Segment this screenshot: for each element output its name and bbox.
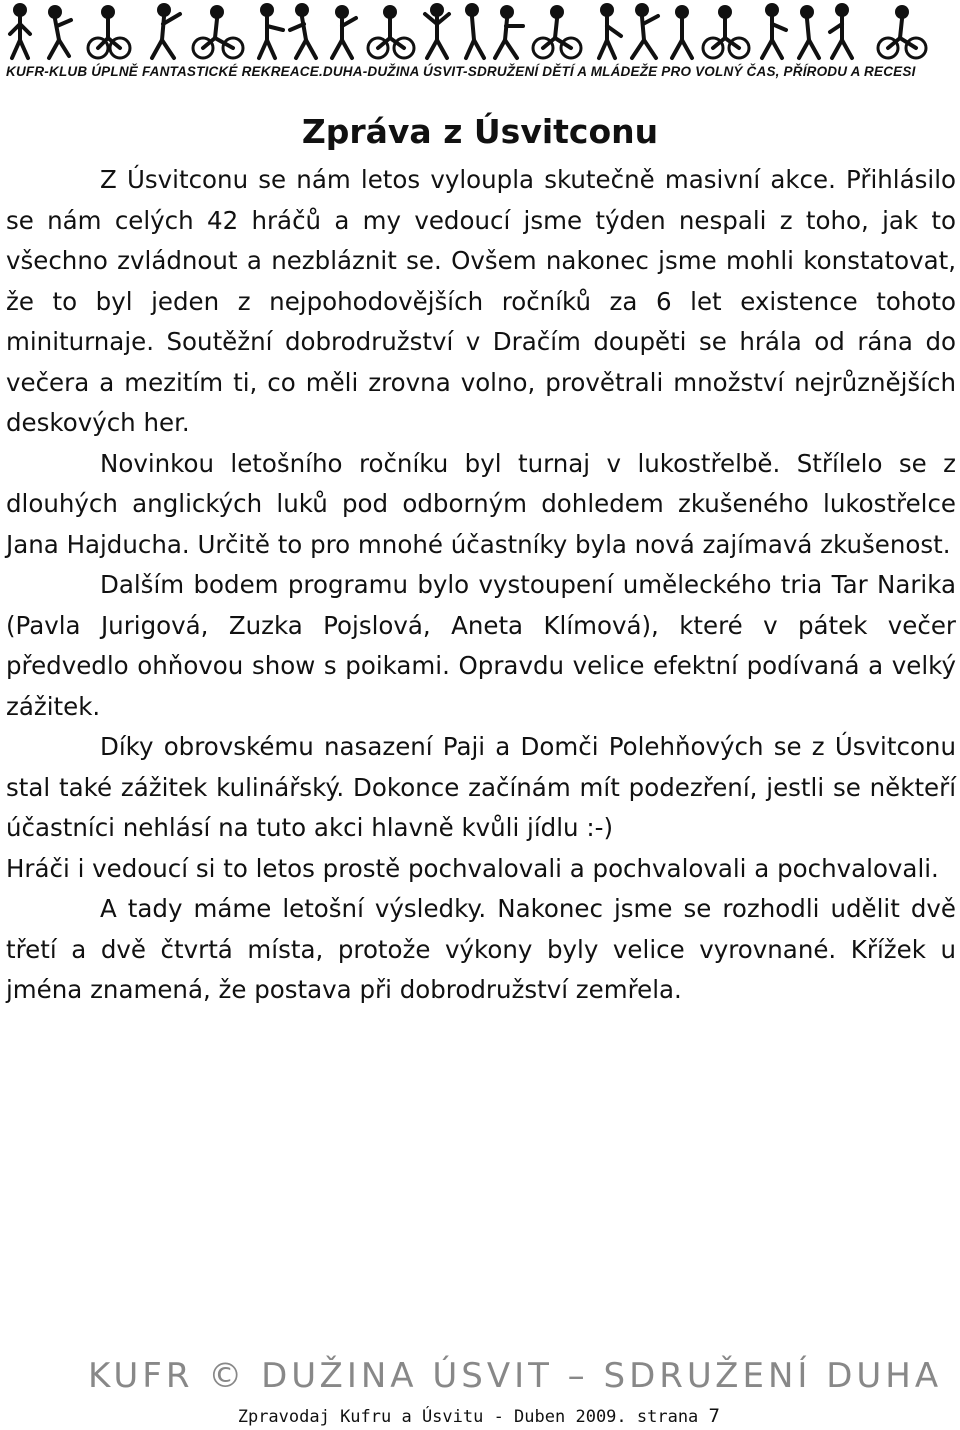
article-title: Zpráva z Úsvitconu [301, 112, 659, 151]
header-banner [0, 0, 960, 92]
paragraph: A tady máme letošní výsledky. Nakonec jsme se rozhodli udělit dvě třetí a dvě čtvrtá místa, protože výkony byly velice vyrovnané. Křížek u jména znamená, že postava při dobrodružství zemřela. [6, 894, 956, 1004]
paragraph: Dalším bodem programu bylo vystoupení uměleckého tria Tar Narika (Pavla Jurigová, Zuzka Pojslová, Aneta Klímová), které v pátek večer předvedlo ohňovou show s poikami. Opravdu velice efektní podívaná a velký zážitek. [6, 570, 956, 721]
paragraph: Díky obrovskému nasazení Paji a Domči Polehňových se z Úsvitconu stal také zážitek kulinářský. Dokonce začínám mít podezření, jestli se někteří účastníci nehlásí na tuto akci hlavně kvůli jídlu :-) [6, 732, 956, 842]
paragraph: Z Úsvitconu se nám letos vyloupla skutečně masivní akce. Přihlásilo se nám celých 42 hráčů a my vedoucí jsme týden nespali z toho, jak to všechno zvládnout a nezbláznit se. Ovšem nakonec jsme mohli konstatovat, že to byl jeden z nejpohodovějších ročníků za 6 let existence tohoto miniturnaje. Soutěžní dobrodružství v Dračím doupěti se hrála od rána do večera a mezitím ti, co měli zrovna volno, provětrali množství nejrůznějších deskových her. [6, 165, 956, 437]
publication-info: Zpravodaj Kufru a Úsvitu - Duben 2009. strana [237, 1407, 699, 1427]
article-body [6, 160, 956, 1011]
paragraph: Hráči i vedoucí si to letos prostě pochvalovali a pochvalovali a pochvalovali. [6, 853, 939, 883]
paragraph: Novinkou letošního ročníku byl turnaj v lukostřelbě. Střílelo se z dlouhých anglických luků pod odborným dohledem zkušeného lukostřelce Jana Hajducha. Určitě to pro mnohé účastníky byla nová zajímavá zkušenost. [6, 448, 956, 559]
page-number: 7 [708, 1405, 720, 1427]
header-tagline: KUFR-KLUB ÚPLNĚ FANTASTICKÉ REKREACE.DUHA-DUŽINA ÚSVIT-SDRUŽENÍ DĚTÍ A MLÁDEŽE PRO VOLNÝ ČAS, PŘÍRODU A RECESI [6, 64, 916, 79]
silhouette-figures-icon [0, 0, 960, 62]
footer-logo-text: KUFR © DUŽINA ÚSVIT – SDRUŽENÍ DUHA [88, 1356, 943, 1396]
footer-logo [88, 1356, 943, 1398]
page-footer [238, 1405, 720, 1427]
